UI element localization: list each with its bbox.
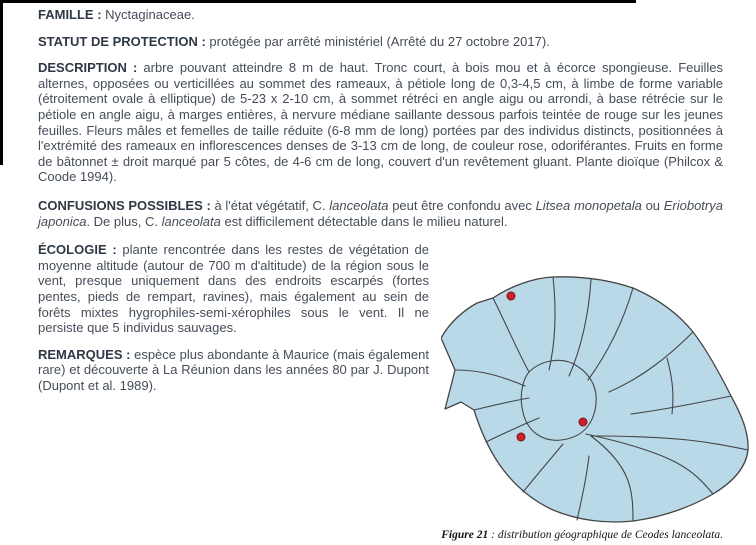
confusions-text: est difficilement détectable dans le milieu naturel. [220,213,508,229]
occurrence-dot [579,418,587,426]
description-label: DESCRIPTION : [38,60,138,76]
ecologie-label: ÉCOLOGIE : [38,242,117,258]
fiche-content [38,7,723,542]
famille-label: FAMILLE : [38,7,102,22]
description-paragraph [38,60,723,185]
distribution-map [441,274,753,524]
confusions-text: . De plus, C. [86,213,162,229]
statut-paragraph [38,34,723,50]
famille-paragraph [38,7,723,23]
description-text: arbre pouvant atteindre 8 m de haut. Tronc court, à bois mou et à écorce spongieuse. Feuilles alternes, opposées ou verticillées au sommet des rameaux, à pétiole long de 0,3-4,5 cm, à limbe de forme variable (étroitement ovale à elliptique) de 5-23 x 2-10 cm, à sommet rétréci en angle aigu ou arrondi, à base rétrécie sur le pétiole en angle aigu, à marges entières, à nervure médiane saillante dessous parfois teintée de rouge sur les jeunes feuilles. Fleurs mâles et femelles de taille réduite (6-8 mm de long) portées par des individus distincts, positionnées à l'extrémité des rameaux en inflorescences denses de 3-13 cm de long, de couleur rose, odoriférantes. Fruits en forme de bâtonnet ± droit marqué par 5 côtes, de 4-6 cm de long, couvert d'un revêtement gluant. Plante dioïque (Philcox & Coode 1994). [38,60,723,185]
remarques-text: espèce plus abondante à Maurice (mais également rare) et découverte à La Réunion dans les années 80 par J. Dupont (Dupont et al. 1989). [38,346,429,393]
species-name: lanceolata [329,197,389,213]
top-border-rule [0,0,636,3]
confusions-text: à l'état végétatif, C. [214,197,330,213]
statut-label: STATUT DE PROTECTION : [38,33,206,49]
statut-text: protégée par arrêté ministériel (Arrêté du 27 octobre 2017). [209,33,550,49]
figure-label: Figure 21 [441,529,489,542]
species-name: Eriobotrya japonica [38,197,723,229]
ecologie-text: plante rencontrée dans les restes de végétation de moyenne altitude (autour de 700 m d'altitude) de la région sous le vent, presque uniquement dans des endroits escarpés (fortes pentes, pieds de rempart, ravines), mais également au sein de forêts mixtes hygrophiles-semi-xérophiles sous le vent. Il ne persiste que 5 individus sauvages. [38,242,429,336]
figure-caption [441,528,723,542]
left-border-rule [0,0,3,165]
figure-caption-text: : distribution géographique de Ceodes lanceolata. [488,529,723,542]
species-name: Litsea monopetala [535,197,642,213]
island-outline [441,277,748,522]
occurrence-dot [517,433,525,441]
figure-21 [441,274,753,542]
confusions-text: ou [641,197,664,213]
famille-text: Nyctaginaceae. [105,7,195,22]
confusions-text: peut être confondu avec [388,197,536,213]
occurrence-dot [507,292,515,300]
confusions-paragraph [38,198,723,229]
confusions-label: CONFUSIONS POSSIBLES : [38,197,211,213]
remarques-label: REMARQUES : [38,346,131,362]
species-name: lanceolata [161,213,221,229]
